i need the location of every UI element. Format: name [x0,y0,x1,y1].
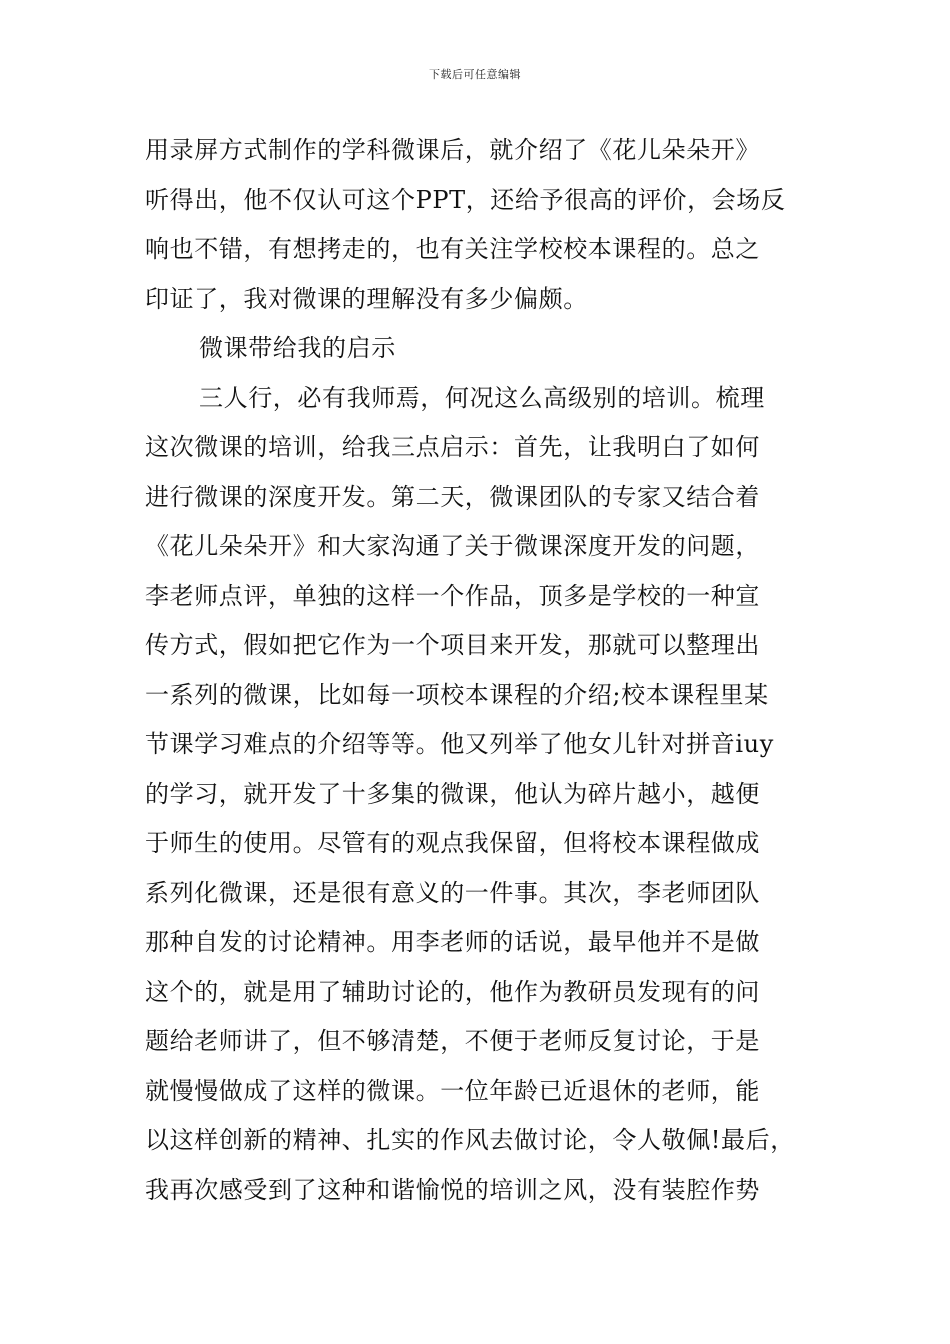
text-line: 这个的，就是用了辅助讨论的，他作为教研员发现有的问 [145,977,760,1006]
text-line: 我再次感受到了这种和谐愉悦的培训之风，没有装腔作势 [145,1175,760,1204]
text-line: 的学习，就开发了十多集的微课，他认为碎片越小，越便 [145,779,760,808]
text-line: 那种自发的讨论精神。用李老师的话说，最早他并不是做 [145,928,760,956]
text-line: 印证了，我对微课的理解没有多少偏颇。 [145,284,588,313]
text-line: 响也不错，有想拷走的，也有关注学校校本课程的。总之 [145,235,760,263]
text-line: 这次微课的培训，给我三点启示：首先，让我明白了如何 [145,433,760,461]
text-line: 一系列的微课，比如每一项校本课程的介绍;校本课程里某 [145,680,769,709]
text-line: 李老师点评，单独的这样一个作品，顶多是学校的一种宣 [145,581,760,610]
text-line: 传方式，假如把它作为一个项目来开发，那就可以整理出 [145,631,760,659]
text-line: 就慢慢做成了这样的微课。一位年龄已近退休的老师，能 [145,1076,760,1105]
document-body [145,126,835,1215]
text-line: 题给老师讲了，但不够清楚，不便于老师反复讨论，于是 [145,1027,760,1055]
text-line: 听得出，他不仅认可这个PPT，还给予很高的评价，会场反 [145,185,786,214]
page-header: 下载后可任意编辑 [429,68,521,81]
text-line: 《花儿朵朵开》和大家沟通了关于微课深度开发的问题， [145,532,760,560]
text-line: 用录屏方式制作的学科微课后，就介绍了《花儿朵朵开》 [145,136,760,164]
text-line: 进行微课的深度开发。第二天，微课团队的专家又结合着 [145,482,760,511]
paragraph-first-line: 三人行，必有我师焉，何况这么高级别的培训。梳理 [199,383,765,412]
text-line: 系列化微课，还是很有意义的一件事。其次，李老师团队 [145,878,760,907]
section-heading: 微课带给我的启示 [199,334,396,362]
text-line: 以这样创新的精神、扎实的作风去做讨论，令人敬佩!最后， [145,1126,795,1154]
text-line: 节课学习难点的介绍等等。他又列举了他女儿针对拼音iuy [145,730,774,758]
text-line: 于师生的使用。尽管有的观点我保留，但将校本课程做成 [145,829,760,857]
